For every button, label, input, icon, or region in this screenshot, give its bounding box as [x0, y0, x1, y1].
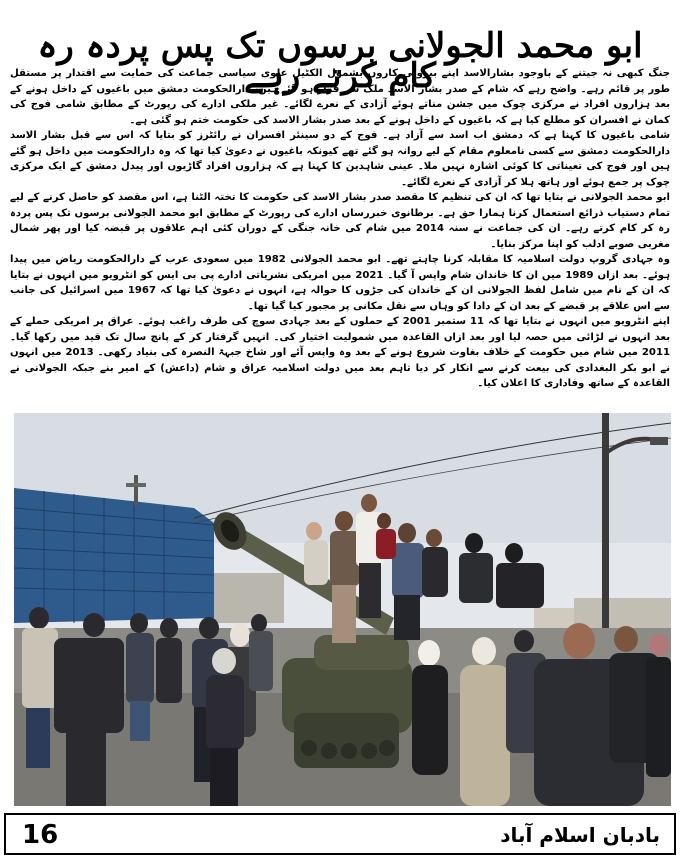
article-paragraph: شامی باغیوں کا کہنا ہے کہ دمشق اب اسد سے آزاد ہے۔ فوج کے دو سینئر افسران نے رائٹرز کو بتایا کہ اس سے قبل بشار الاسد دارالحکومت دمشق سے کسی نامعلوم مقام کے لیے روانہ ہو گئے تھے کیونکہ باغیوں نے دعویٰ کیا تھا کہ وہ دارالحکومت میں داخل ہو گئے ہیں اور فوج کی تعیناتی کا کوئی اشارہ نہیں ملا۔ عینی شاہدین کا کہنا ہے کہ ہزاروں افراد گاڑیوں اور پیدل دمشق کے ایک مرکزی چوک پر جمع ہوئے اور ہاتھ ہلا کر آزادی کے نعرے لگائے۔ — [10, 130, 670, 188]
newspaper-name: بادبان اسلام آباد — [500, 823, 660, 847]
page-footer — [4, 813, 676, 855]
page-number: 16 — [22, 820, 59, 850]
article-paragraph: جنگ کبھی نہ جیتنے کے باوجود بشارالاسد اپنے بیرونی کاروں بشمول الکٹیل علوی سیاسی جماعت کی حمایت سے اقتدار پر مستقل طور پر قائم رہے۔ واضح رہے کہ شام کے صدر بشار الاسد ملک سے فرار ہو گئے ہیں، دارالحکومت دمشق میں باغیوں کے داخل ہونے کے بعد ہزاروں افراد نے مرکزی چوک میں جشن مناتے ہوئے آزادی کے نعرے لگائے۔ غیر ملکی ادارے کی رپورٹ کے مطابق شامی فوج کی کمان نے افسران کو مطلع کیا ہے کہ باغیوں کے داخل ہونے کے بعد صدر بشار الاسد کی حکومت ختم ہو گئی ہے۔ — [10, 68, 670, 126]
article-paragraph: ابو محمد الجولانی نے بتایا تھا کہ ان کی تنظیم کا مقصد صدر بشار الاسد کی حکومت کا تختہ الٹنا ہے، اس مقصد کو حاصل کرنے کے لیے تمام دستیاب ذرائع استعمال کرنا ہمارا حق ہے۔ برطانوی خبررساں ادارے کی رپورٹ کے مطابق ابو محمد الجولانی برسوں تک پس پردہ رہ کر کام کرتے رہے۔ ان کی جماعت نے سنہ 2014 میں شام کی خانہ جنگی کے دوران کئی اہم علاقوں پر قبضہ کیا اور پھر شمال مغربی صوبے ادلب کو اپنا مرکز بنایا۔ — [10, 192, 670, 250]
article-body — [10, 66, 670, 412]
article-headline: ابو محمد الجولانی برسوں تک پس پردہ رہ کام کرتے رہے — [37, 25, 643, 96]
news-photo — [14, 413, 671, 806]
article-paragraph: وہ جہادی گروپ دولت اسلامیہ کا مقابلہ کرنا چاہتے تھے۔ ابو محمد الجولانی 1982 میں سعودی عرب کے دارالحکومت ریاض میں پیدا ہوئے۔ بعد ازاں 1989 میں ان کا خاندان شام واپس آ گیا۔ 2021 میں امریکی نشریاتی ادارے پی بی ایس کو انٹرویو میں انہوں نے بتایا کہ ان کے نام میں شامل لفظ الجولانی ان کے خاندان کی جڑوں کا حوالہ ہے، انہوں نے دعویٰ کیا تھا کہ 1967 میں اسرائیل کی جانب سے اس علاقے پر قبضے کے بعد ان کے دادا کو وہاں سے نقل مکانی پر مجبور کیا گیا تھا۔ — [10, 254, 670, 312]
article-paragraph: اپنے انٹرویو میں انہوں نے بتایا تھا کہ 11 ستمبر 2001 کے حملوں کے بعد جہادی سوچ کی طرف راغب ہوئے۔ عراق پر امریکی حملے کے بعد انہوں نے لڑائی میں حصہ لیا اور بعد ازاں القاعدہ میں شمولیت اختیار کی۔ انہیں گرفتار کر کے پانچ سال تک قید میں رکھا گیا۔ 2011 میں شام میں حکومت کے خلاف بغاوت شروع ہونے کے بعد وہ واپس آئے اور شاخ جبہۃ النصرہ کی بنیاد رکھی۔ 2013 میں انہوں نے ابو بکر البغدادی کی بیعت کرنے سے انکار کر دیا تاہم بعد میں دولت اسلامیہ عراق و شام (داعش) کے امیر بنے جبکہ الجولانی نے القاعدہ کے ساتھ وفاداری کا اعلان کیا۔ — [10, 316, 670, 389]
